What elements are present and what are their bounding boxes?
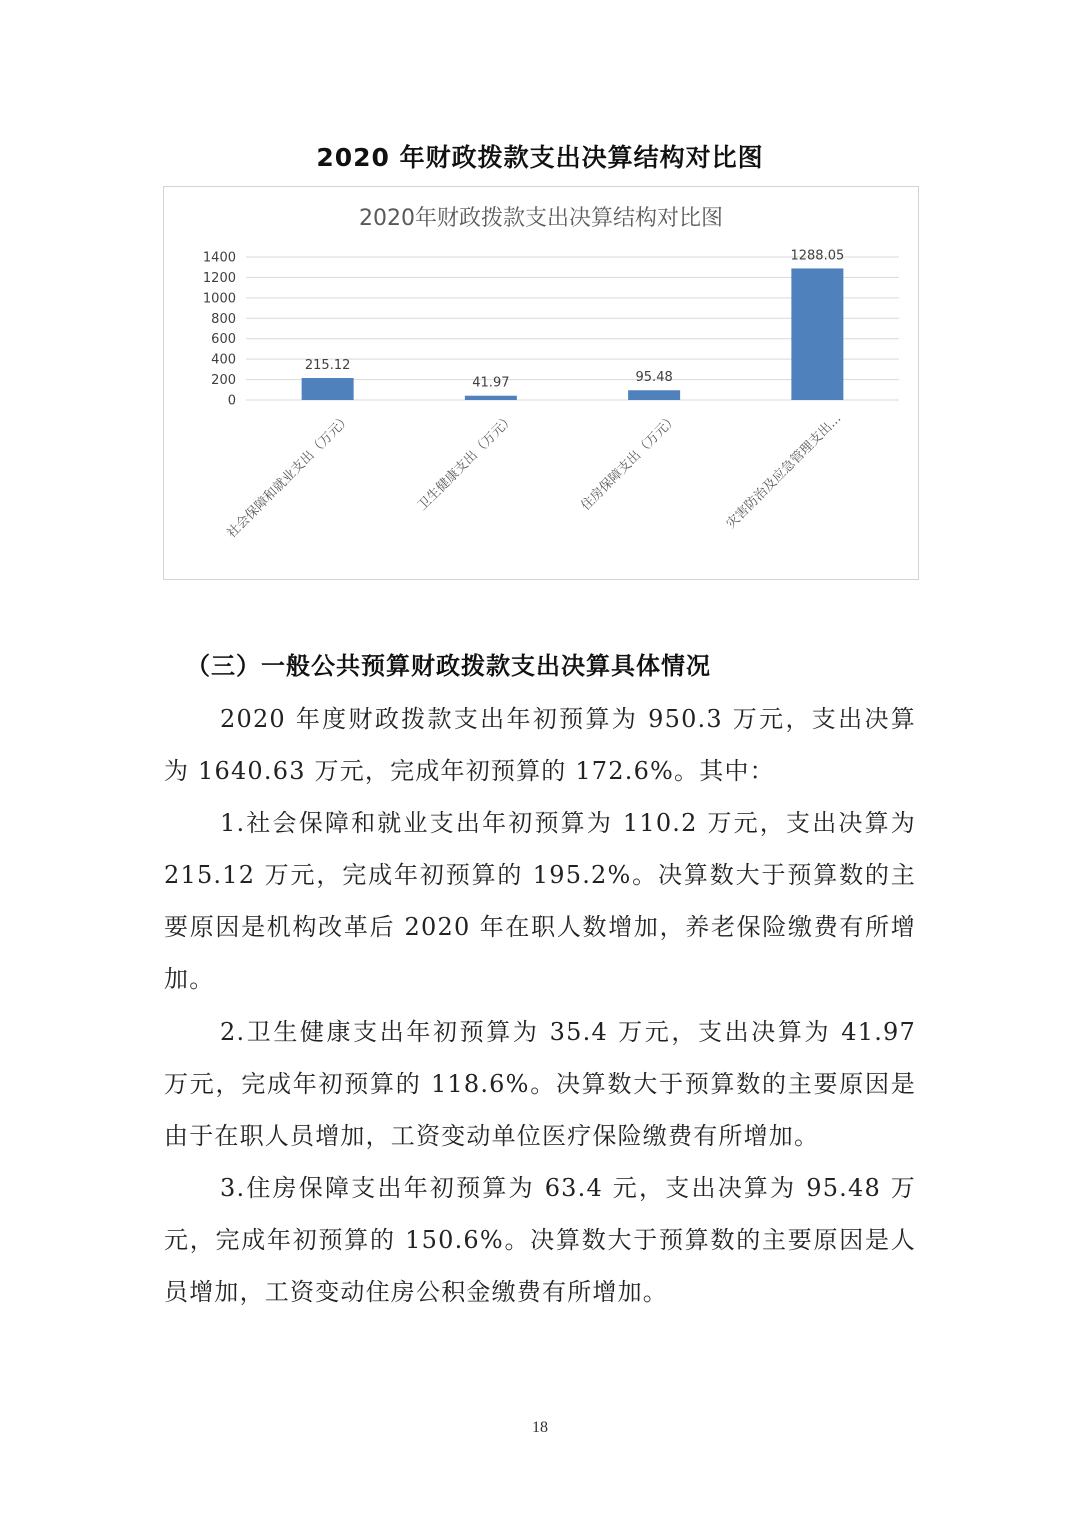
bar: [791, 268, 843, 400]
y-axis-tick-labels: [203, 251, 236, 409]
y-tick-label: 600: [211, 332, 236, 348]
bar-value-label: 215.12: [304, 358, 351, 374]
bar-chart: [163, 186, 919, 580]
y-tick-label: 800: [211, 311, 236, 327]
y-tick-label: 1000: [202, 291, 236, 307]
bar: [628, 390, 680, 400]
category-label: 社会保障和就业支出（万元）: [224, 411, 355, 542]
body-text: [164, 693, 916, 1318]
document-title: 2020 年财政拨款支出决算结构对比图: [316, 143, 764, 172]
chart-bars: [302, 268, 844, 400]
category-label: 住房保障支出（万元）: [578, 411, 681, 514]
y-tick-label: 0: [227, 393, 236, 409]
bar: [302, 378, 354, 400]
page-number: 18: [532, 1419, 548, 1436]
bar-chart-svg: [164, 187, 918, 579]
bar-data-labels: [305, 248, 844, 390]
y-tick-label: 200: [211, 373, 236, 389]
paragraph-health: 2.卫生健康支出年初预算为 35.4 万元，支出决算为 41.97 万元，完成年初预算的 118.6%。决算数大于预算数的主要原因是由于在职人员增加，工资变动单位医疗保险缴费有所增加。: [164, 1017, 916, 1150]
bar: [465, 396, 517, 400]
chart-title: 2020年财政拨款支出决算结构对比图: [359, 206, 723, 231]
y-tick-label: 1200: [202, 270, 236, 286]
bar-value-label: 1288.05: [790, 248, 845, 264]
paragraph-housing: 3.住房保障支出年初预算为 63.4 元，支出决算为 95.48 万元，完成年初预算的 150.6%。决算数大于预算数的主要原因是人员增加，工资变动住房公积金缴费有所增加。: [164, 1173, 916, 1307]
x-axis-category-labels: [224, 411, 845, 542]
y-tick-label: 400: [211, 352, 236, 368]
bar-value-label: 95.48: [635, 370, 673, 386]
paragraph-social-security: 1.社会保障和就业支出年初预算为 110.2 万元，支出决算为 215.12 万元，完成年初预算的 195.2%。决算数大于预算数的主要原因是机构改革后 2020 年在职人数增加，养老保险缴费有所增加。: [164, 809, 916, 994]
category-label: 卫生健康支出（万元）: [415, 411, 518, 514]
bar-value-label: 41.97: [472, 375, 510, 391]
paragraph-summary: 2020 年度财政拨款支出年初预算为 950.3 万元，支出决算为 1640.63 万元，完成年初预算的 172.6%。其中：: [164, 705, 916, 786]
y-tick-label: 1400: [202, 250, 236, 266]
section-heading: （三）一般公共预算财政拨款支出决算具体情况: [186, 652, 711, 680]
category-label: 灾害防治及应急管理支出...: [723, 411, 845, 532]
